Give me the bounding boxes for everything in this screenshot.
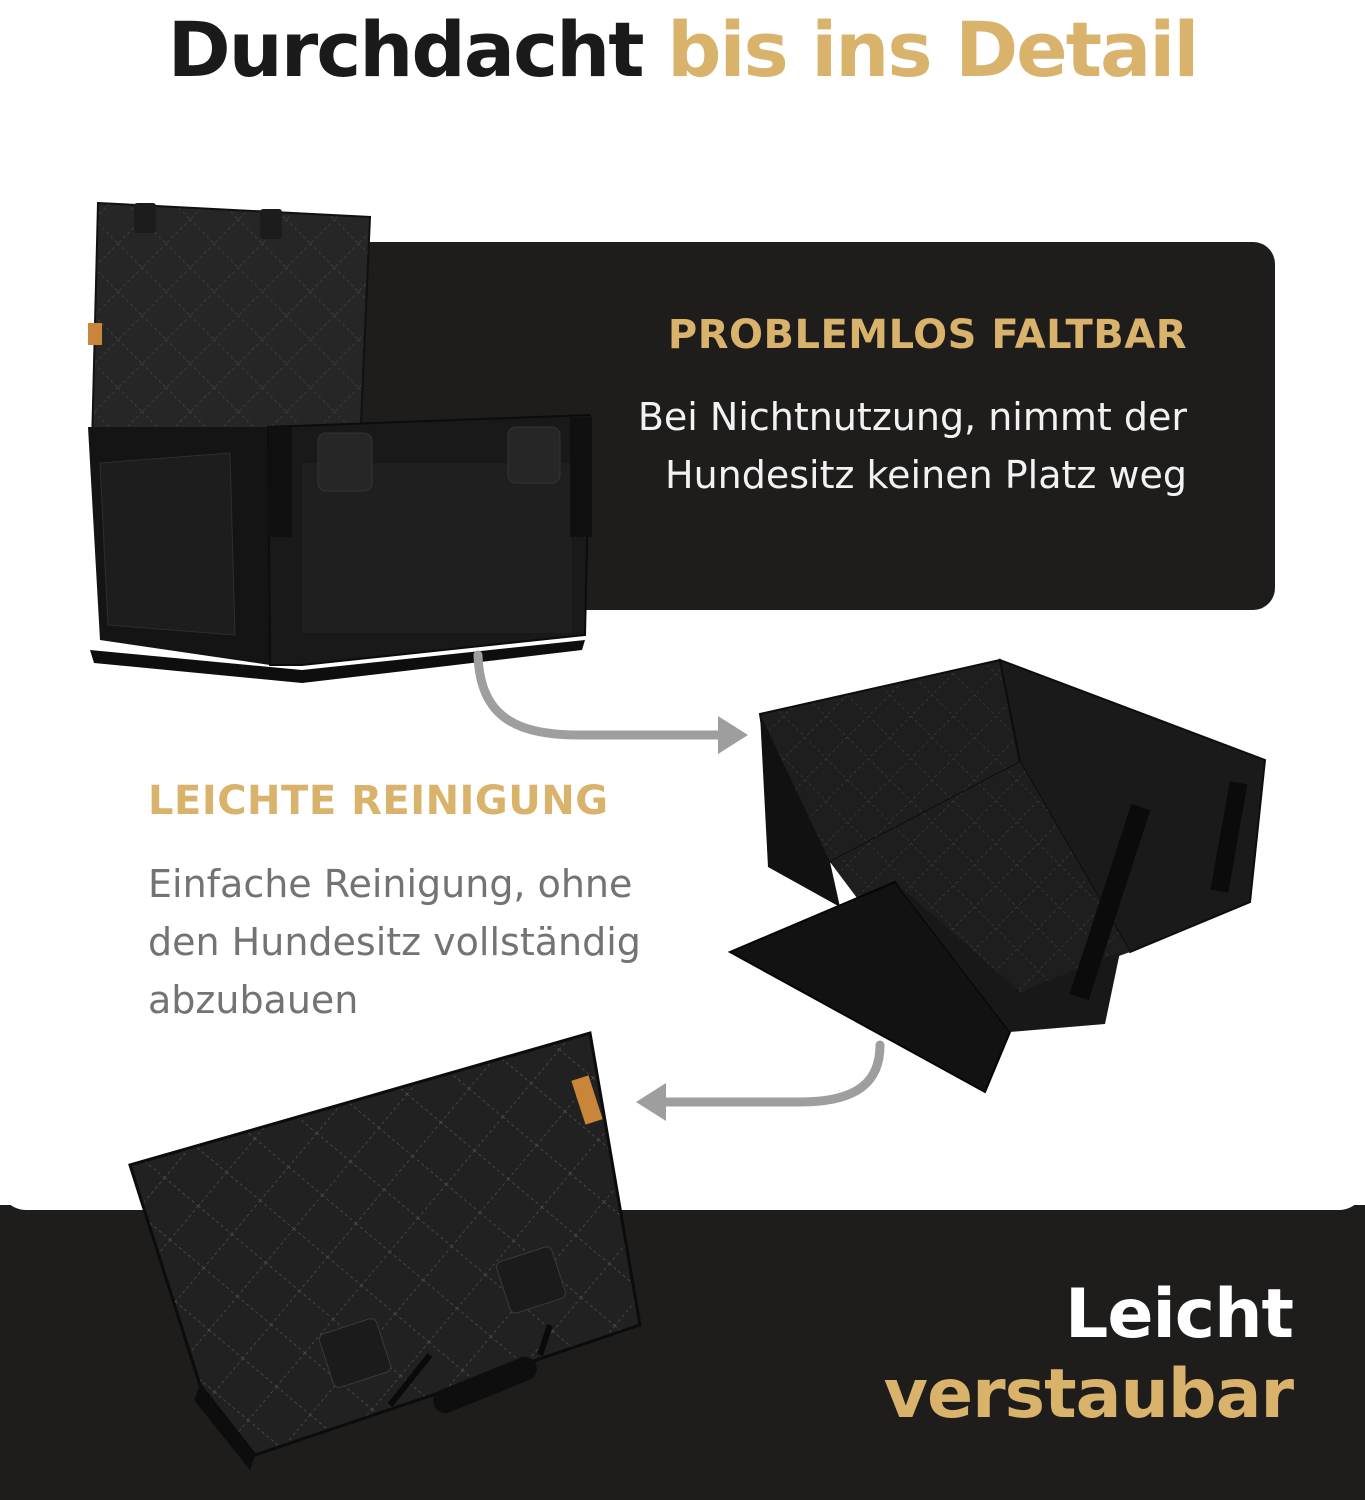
- feature-folding-text: Bei Nichtnutzung, nimmt der Hundesitz keinen Platz weg: [637, 395, 1187, 497]
- headline-dark-part: Durchdacht: [167, 5, 643, 94]
- feature-cleaning-title: LEICHTE REINIGUNG: [148, 778, 609, 824]
- storage-title-line2: verstaubar: [883, 1355, 1293, 1434]
- storage-title-line1: Leicht: [1065, 1275, 1293, 1354]
- feature-cleaning-text: Einfache Reinigung, ohne den Hundesitz vollständig abzubauen: [148, 862, 641, 1022]
- headline-gold-part: bis ins Detail: [667, 5, 1198, 94]
- arrow-to-open-icon: [478, 655, 722, 735]
- feature-folding-title: PROBLEMLOS FALTBAR: [667, 312, 1187, 358]
- storage-title: [793, 1275, 1293, 1435]
- arrow-to-folded-icon: [662, 1045, 880, 1102]
